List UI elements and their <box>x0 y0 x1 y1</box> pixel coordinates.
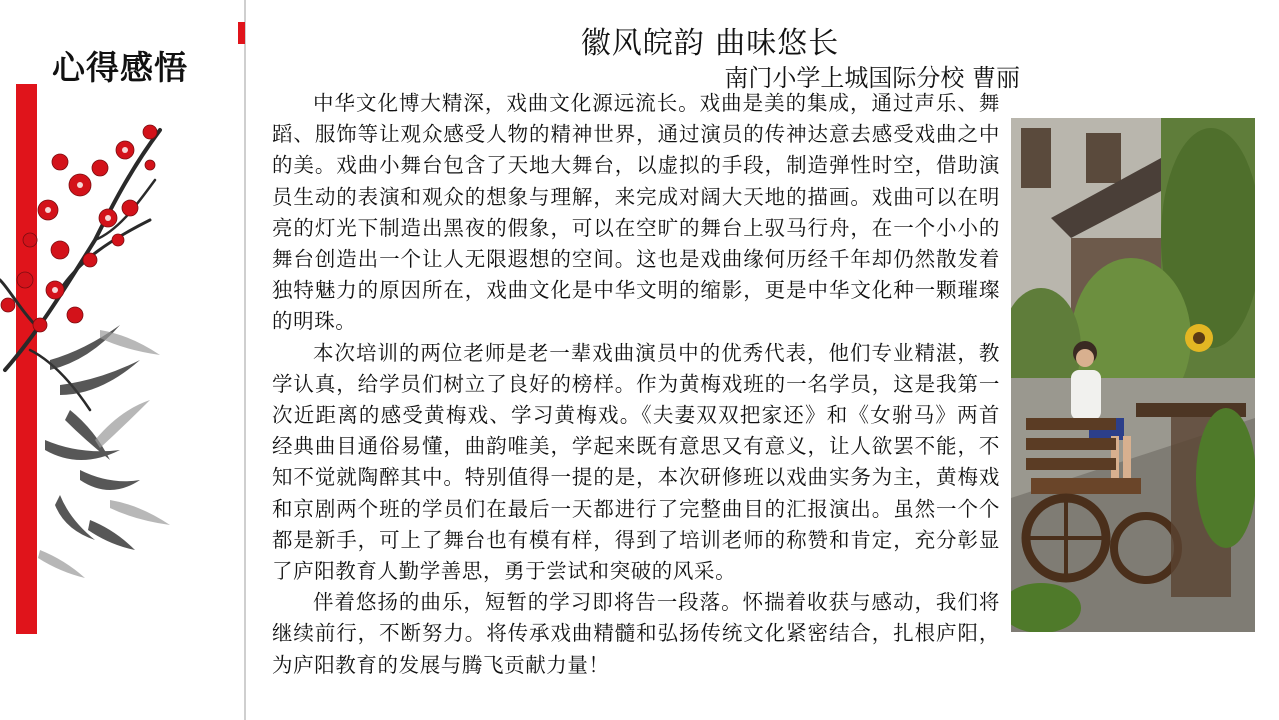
article-title: 徽风皖韵 曲味悠长 <box>580 26 840 61</box>
red-accent-tick <box>238 22 245 44</box>
author-photo <box>1011 118 1255 632</box>
paragraph-1: 中华文化博大精深，戏曲文化源远流长。戏曲是美的集成，通过声乐、舞蹈、服饰等让观众感受人物的精神世界，通过演员的传神达意去感受戏曲之中的美。戏曲小舞台包含了天地大舞台，以虚拟的手段，制造弹性时空，借助演员生动的表演和观众的想象与理解，来完成对阔大天地的描画。戏曲可以在明亮的灯光下制造出黑夜的假象，可以在空旷的舞台上驭马行舟，在一个小小的舞台创造出一个让人无限遐想的空间。这也是戏曲缘何历经千年却仍然散发着独特魅力的原因所在，戏曲文化是中华文明的缩影，更是中华文化种一颗璀璨的明珠。 <box>272 91 1000 334</box>
article-body <box>272 88 1000 681</box>
left-decor-panel <box>0 0 245 720</box>
section-title: 心得感悟 <box>52 48 188 87</box>
paragraph-2: 本次培训的两位老师是老一辈戏曲演员中的优秀代表，他们专业精湛，教学认真，给学员们树立了良好的榜样。作为黄梅戏班的一名学员，这是我第一次近距离的感受黄梅戏、学习黄梅戏。《夫妻双双把家还》和《女驸马》两首经典曲目通俗易懂，曲韵唯美，学起来既有意思又有意义，让人欲罢不能，不知不觉就陶醉其中。特别值得一提的是，本次研修班以戏曲实务为主，黄梅戏和京剧两个班的学员们在最后一天都进行了完整曲目的汇报演出。虽然一个个都是新手，可上了舞台也有模有样，得到了培训老师的称赞和肯定，充分彰显了庐阳教育人勤学善思，勇于尝试和突破的风采。 <box>272 340 1000 584</box>
vertical-divider <box>244 0 246 720</box>
article-author: 南门小学上城国际分校 曹丽 <box>724 64 1020 92</box>
paragraph-3: 伴着悠扬的曲乐，短暂的学习即将告一段落。怀揣着收获与感动，我们将继续前行，不断努力。将传承戏曲精髓和弘扬传统文化紧密结合，扎根庐阳，为庐阳教育的发展与腾飞贡献力量！ <box>272 590 1000 677</box>
plum-blossom-illustration <box>0 110 200 580</box>
